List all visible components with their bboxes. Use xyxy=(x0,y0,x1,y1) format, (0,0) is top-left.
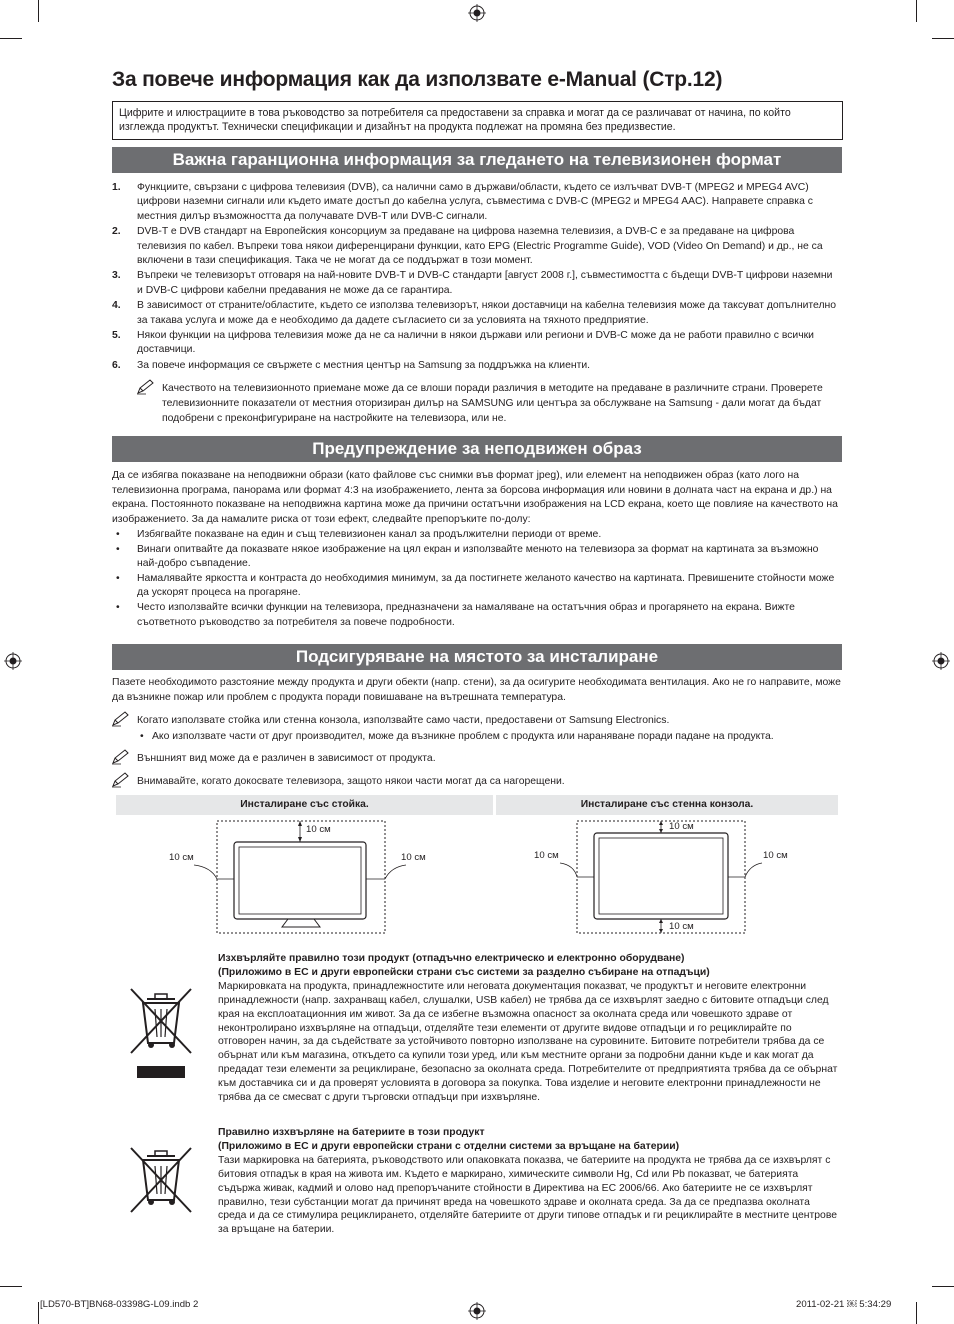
wall-clearance-right: 10 см xyxy=(763,850,788,861)
crop-mark-bottom-right-v xyxy=(916,1302,917,1324)
disclaimer-box: Цифрите и илюстрациите в това ръководство за потребителя са предоставени за справка и могат да се различават от начина, по който изглежда продуктът. Технически спецификации и дизайнът на продукта подлежат на промяна без предизвестие. xyxy=(112,101,843,140)
battery-disposal-text: Правилно изхвърляне на батериите в този продукт (Приложимо в ЕС и други европейски страни с отделни системи за връщане на батерии) Тази маркировка на батерията, ръководството или опаковката показва, че батериите на продукта не трябва да се изхвърлят с битовия отпадък в края на живота им. Където е маркирано, химическите символи Hg, Cd или Pb показват, че батерията съдържа живак, кадмий и олово над препоръчаните стойности в Директива на ЕС 2006/66. Ако батериите не се изхвърлят правилно, тези субстанции могат да причинят вреда на човешкото здраве и околната среда. За да се предпазва околната среда и да се стимулира рециклирането, отделяйте батериите от други типове отпадък и ги рециклирайте в местните центрове за връщане на батерии. xyxy=(218,1127,838,1236)
registration-mark-left-icon xyxy=(4,652,22,670)
installation-note-appearance: Външният вид може да е различен в зависимост от продукта. xyxy=(137,751,837,766)
weee-disposal-text: Изхвърляйте правилно този продукт (отпадъчно електрическо и електронно оборудване) (Приложимо в ЕС и други европейски страни със системи за разделно събиране на отпадъци) Маркировката на продукта, принадлежностите или неговата документация показват, че продуктът и неговите електронни принадлежности (напр. захранващ кабел, слушалки, USB кабел) не трябва да се изхвърлят заедно с битовите отпадъци след края на експлоатационния им живот. За да се избегне възможна опасност за околната среда или човешкото здраве от неконтролирано изхвърляне на отпадъци, отделяйте тези елементи от другите видове отпадъци и го рециклирайте по отговорен начин, за да съдействате за устойчивото повторно използване на суровините. Битовите потребители трябва да се обърнат или към магазина, откъдето са купили този уред, или към местните органи за подробни данни къде и как могат да предадат тези елементи за рециклиране, безопасно за околната среда. Потребителите от предприятията трябва да се обърнат към доставчика си и да проверят условията в договора за покупка. Това изделие и неговите електронни принадлежности не трябва да се смесват с други търговски отпадъци при изхвърляне. xyxy=(218,953,838,1104)
stand-clearance-left: 10 см xyxy=(169,852,194,863)
stand-install-label: Инсталиране със стойка. xyxy=(116,795,493,815)
note-pencil-icon xyxy=(111,749,131,765)
footer-timestamp: 2011-02-21 ￼ 5:34:29 xyxy=(796,1299,892,1310)
list-item: 1. Функциите, свързани с цифрова телевизия (DVB), са налични само в държави/области, където се излъчват DVB-T (MPEG2 и MPEG4 AVC) цифрови наземни сигнали или където имате достъп до кабелна услуга, съвместима с DVB-C (MPEG2 и MPEG4 AAC). Направете справка с местния дилър възможността да получавате DVB-T или DVB-C сигнали. xyxy=(112,182,813,222)
note-pencil-icon xyxy=(111,711,131,727)
list-item: 6. За повече информация се свържете с местния център на Samsung за поддръжка на клиенти. xyxy=(112,359,591,371)
installation-heading: Подсигуряване на мястото за инсталиране xyxy=(112,644,842,670)
warranty-note: Качеството на телевизионното приемане може да се влоши поради различия в методите на предаване в различните страни. Проверете телевизионните показатели от местния оторизиран дилър на SAMSUNG или центъра за обслужване на Samsung - дали могат да бъдат подобрени с преконфигуриране на настройките на телевизора, или не. xyxy=(162,381,840,426)
crop-mark-top-right-v xyxy=(916,0,917,22)
still-image-list xyxy=(112,528,840,630)
installation-note-hot: Внимавайте, когато докосвате телевизора, защото някои части могат да са нагорещени. xyxy=(137,774,837,789)
stand-install-diagram xyxy=(116,815,493,940)
warranty-list xyxy=(112,181,840,374)
installation-note-sub: • Ако използвате части от друг производител, може да възникне проблем с продукта или нараняване поради падане на продукта. xyxy=(140,731,774,742)
list-item: 3. Въпреки че телевизорът отговаря на най-новите DVB-T и DVB-C стандарти [август 2008 г.], съвместимостта с бъдещи DVB-T цифрови наземни и DVB-C цифрови кабелни предавания не може да се гарантира. xyxy=(112,270,833,296)
bullet-icon: • xyxy=(140,731,144,742)
list-item: 4. В зависимост от страните/областите, където се използва телевизорът, някои доставчици на кабелна телевизия може да таксуват допълнително за такава услуга и може да е необходимо да дадете съгласието си за условията на тяхното предприятие. xyxy=(112,300,837,326)
note-pencil-icon xyxy=(111,772,131,788)
wall-install-diagram xyxy=(496,815,838,940)
stand-clearance-right: 10 см xyxy=(401,852,426,863)
note-pencil-icon xyxy=(136,379,156,395)
crossed-bin-icon xyxy=(127,985,195,1080)
warranty-heading: Важна гаранционна информация за гледането на телевизионен формат xyxy=(112,147,842,173)
list-item: • Намалявайте яркостта и контраста до необходимия минимум, за да постигнете желаното качество на картината. Превишените стойности може да ускорят процеса на прогаряне. xyxy=(112,572,840,601)
wall-clearance-bottom: 10 см xyxy=(669,921,694,932)
registration-mark-top-icon xyxy=(468,4,486,22)
wall-clearance-left: 10 см xyxy=(534,850,559,861)
footer-file-info: [LD570-BT]BN68-03398G-L09.indb 2 xyxy=(40,1299,199,1310)
wall-clearance-top: 10 см xyxy=(669,821,694,832)
crossed-bin-battery-icon xyxy=(127,1146,195,1218)
crop-mark-bottom-right-h xyxy=(932,1286,954,1287)
crop-mark-bottom-left-v xyxy=(38,1302,39,1324)
list-item: • Често използвайте всички функции на телевизора, предназначени за намаляване на остатъчния образ и прогарянето на екрана. Вижте съответното ръководство за потребителя за повече подробности. xyxy=(112,601,840,630)
crop-mark-top-right-h xyxy=(932,38,954,39)
registration-mark-bottom-icon xyxy=(468,1302,486,1320)
page-title: За повече информация как да използвате e-Manual (Стр.12) xyxy=(112,68,723,91)
installation-intro: Пазете необходимото разстояние между продукта и други обекти (напр. стени), за да осигурите необходимата вентилация. Ако не го направите, може да възникне пожар или проблем с продукта поради повишаване на вътрешната температура. xyxy=(112,677,841,703)
wall-install-label: Инсталиране със стенна конзола. xyxy=(496,795,838,815)
crop-mark-bottom-left-h xyxy=(0,1286,22,1287)
still-image-intro: Да се избягва показване на неподвижни образи (като файлове със снимки във формат jpeg), или елемент на неподвижен образ (като лого на телевизионна програма, панорама или формат 4:3 на изображението, лента за борсова информация или новини в долната част на екрана и др.) на екрана. Постоянното показване на неподвижна картина може да причини остатъчни изображения на LCD екрана, което ще повлияе на качеството на изображението. За да намалите риска от този ефект, следвайте препоръките по-долу: xyxy=(112,470,838,525)
stand-clearance-top: 10 см xyxy=(306,824,331,835)
list-item: 5. Някои функции на цифрова телевизия може да не са налични в някои държави или региони и DVB-C може да не работи правилно с всички доставчици. xyxy=(112,330,814,356)
crop-mark-top-left-h xyxy=(0,38,22,39)
list-item: • Винаги опитвайте да показвате някое изображение на цял екран и използвайте менюто на телевизора за формат на картината за възможно най-добро съвпадение. xyxy=(112,543,840,572)
still-image-heading: Предупреждение за неподвижен образ xyxy=(112,436,842,462)
registration-mark-right-icon xyxy=(932,652,950,670)
list-item: 2. DVB-T е DVB стандарт на Европейския консорциум за предаване на цифрова наземна телевизия, а DVB-C е за предаване на цифрова телевизия по кабел. Въпреки това някои диференцирани функции, като EPG (Electric Programme Guide), VOD (Video On Demand) и др., не са включени в тази спецификация. Така че не могат да се поддържат в този момент. xyxy=(112,226,823,267)
installation-note-parts: Когато използвате стойка или стенна конзола, използвайте само части, предоставени от Samsung Electronics. xyxy=(137,713,837,728)
list-item: • Избягвайте показване на един и същ телевизионен канал за продължителни периоди от време. xyxy=(112,528,840,543)
crop-mark-top-left-v xyxy=(38,0,39,22)
